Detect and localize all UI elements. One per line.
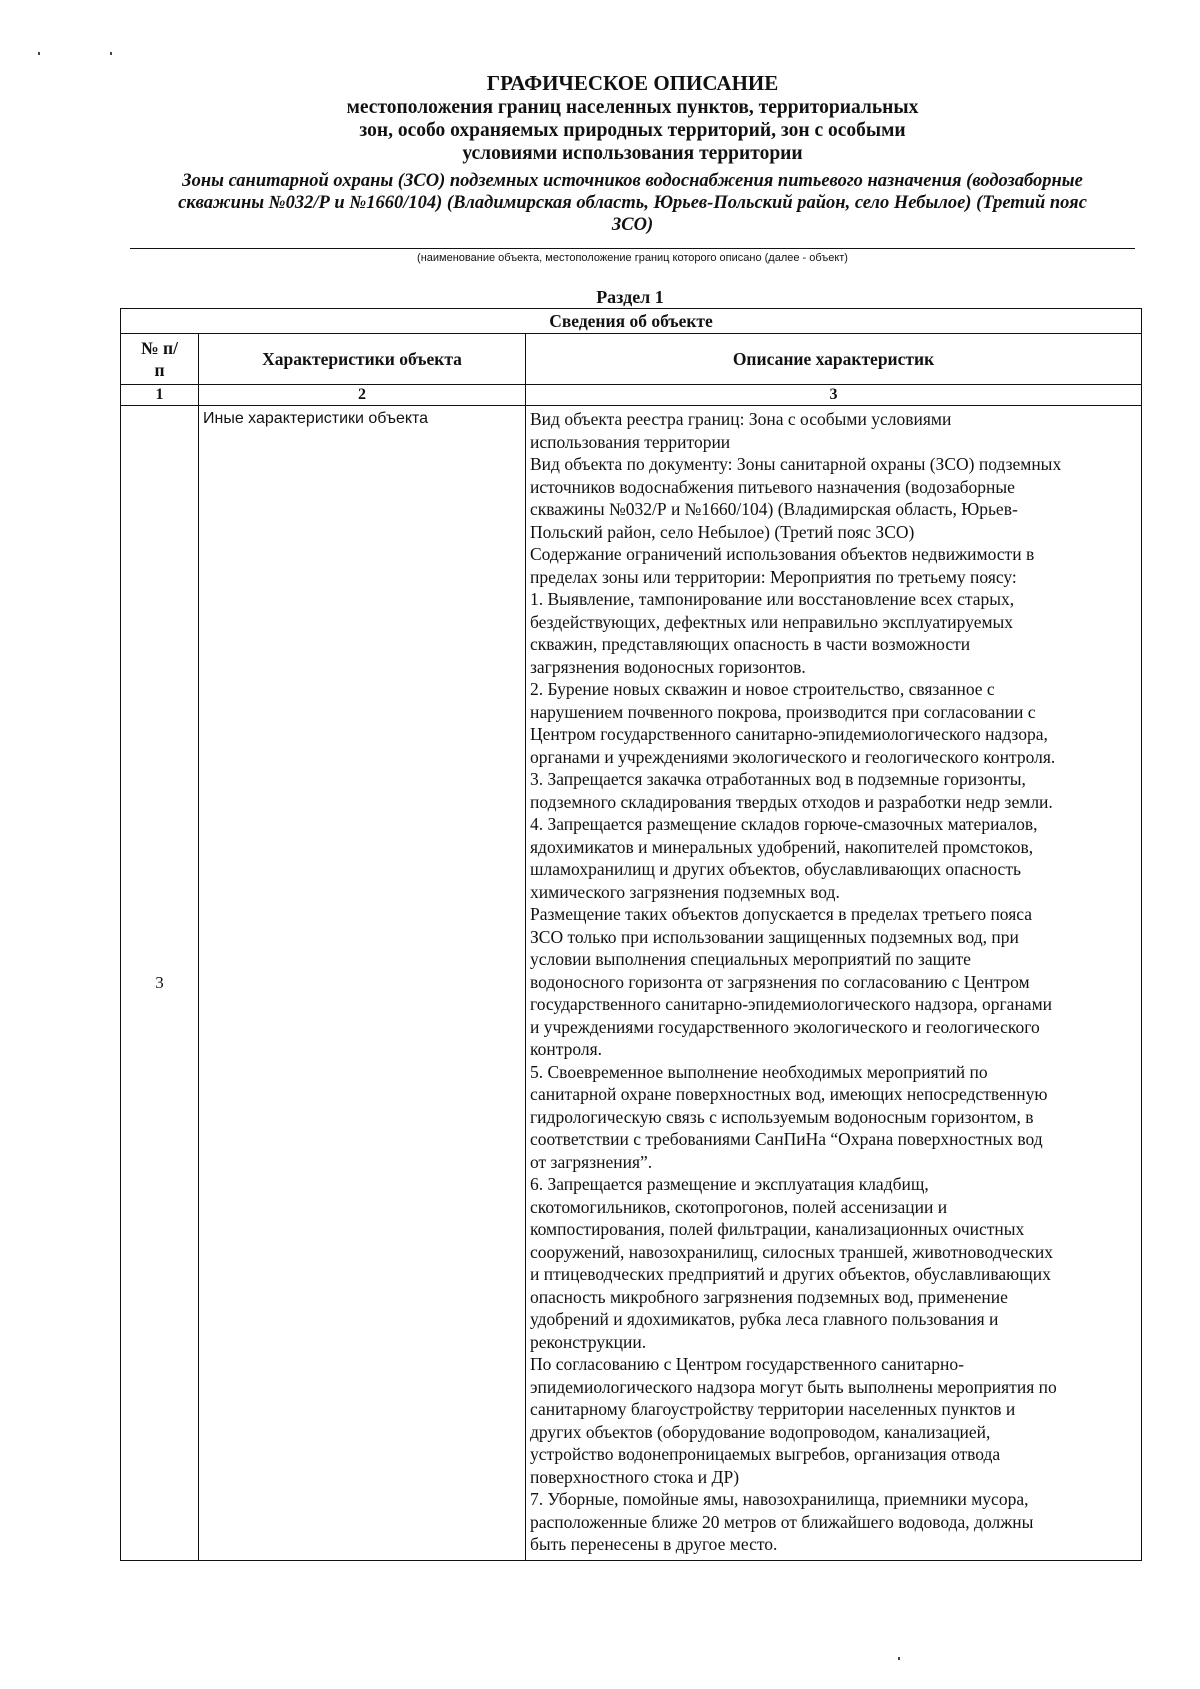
description-line: подземного складирования твердых отходов и разработки недр земли.: [530, 791, 1053, 812]
object-info-table: [120, 308, 1142, 1561]
column-header-number-label: № п/п: [141, 338, 178, 380]
description-line: пределах зоны или территории: Мероприятия по третьему поясу:: [530, 566, 1017, 587]
column-header-description: Описание характеристик: [526, 334, 1142, 385]
document-subtitle-line-2: зон, особо охраняемых природных территорий, зон с особыми: [359, 120, 906, 141]
description-line: опасность микробного загрязнения подземных вод, применение: [530, 1286, 1008, 1307]
description-line: скважин, представляющих опасность в части возможности: [530, 634, 971, 654]
description-line: химического загрязнения подземных вод.: [530, 881, 840, 902]
column-number-1: 1: [121, 385, 199, 406]
description-line: других объектов (оборудование водопроводом, канализацией,: [530, 1421, 991, 1442]
description-line: скважины №032/Р и №1660/104) (Владимирская область, Юрьев-: [530, 499, 1018, 519]
section-label: Раздел 1: [596, 287, 664, 307]
object-name-caption: (наименование объекта, местоположение границ которого описано (далее - объект): [417, 252, 848, 264]
column-number-3: 3: [526, 385, 1142, 406]
description-line: ядохимикатов и минеральных удобрений, накопителей промстоков,: [530, 836, 1034, 857]
description-line: реконструкции.: [530, 1331, 647, 1352]
description-line: контроля.: [530, 1039, 603, 1059]
table-row: [121, 406, 1142, 1561]
scan-speck: [38, 52, 40, 55]
description-line: Вид объекта реестра границ: Зона с особыми условиями: [530, 409, 952, 429]
column-numbers-row: [121, 385, 1142, 406]
description-line: ЗСО только при использовании защищенных подземных вод, при: [530, 926, 1019, 947]
column-header-characteristics: Характеристики объекта: [199, 334, 526, 385]
description-line: 5. Своевременное выполнение необходимых мероприятий по: [530, 1061, 988, 1082]
column-header-number: [121, 334, 199, 385]
description-line: Размещение таких объектов допускается в пределах третьего пояса: [530, 904, 1033, 924]
description-line: водоносного горизонта от загрязнения по согласованию с Центром: [530, 971, 1030, 992]
description-line: 1. Выявление, тампонирование или восстановление всех старых,: [530, 589, 1015, 609]
object-name-line-3: ЗСО): [611, 215, 654, 235]
document-subtitle-line-3: условиями использования территории: [462, 143, 803, 164]
description-line: 7. Уборные, помойные ямы, навозохранилища, приемники мусора,: [530, 1489, 1029, 1509]
description-line: компостирования, полей фильтрации, канализационных очистных: [530, 1219, 1025, 1239]
description-line: загрязнения водоносных горизонтов.: [530, 656, 806, 677]
description-line: использования территории: [530, 431, 731, 452]
description-line: санитарной охране поверхностных вод, имеющих непосредственную: [530, 1084, 1048, 1104]
description-line: 2. Бурение новых скважин и новое строительство, связанное с: [530, 679, 995, 699]
description-line: 4. Запрещается размещение складов горюче-смазочных материалов,: [530, 814, 1038, 834]
description-line: от загрязнения”.: [530, 1151, 653, 1172]
row-characteristic: Иные характеристики объекта: [199, 406, 526, 1561]
description-line: Вид объекта по документу: Зоны санитарной охраны (ЗСО) подземных: [530, 454, 1062, 474]
description-line: государственного санитарно-эпидемиологического надзора, органами: [530, 994, 1053, 1014]
table-caption-row: [121, 309, 1142, 334]
description-line: По согласованию с Центром государственного санитарно-: [530, 1354, 964, 1374]
table-caption: Сведения об объекте: [121, 309, 1142, 334]
description-line: гидрологическую связь с используемым водоносным горизонтом, в: [530, 1106, 1034, 1127]
description-line: сооружений, навозохранилищ, силосных траншей, животноводческих: [530, 1241, 1053, 1262]
description-line: расположенные ближе 20 метров от ближайшего водовода, должны: [530, 1511, 1034, 1532]
description-line: скотомогильников, скотопрогонов, полей ассенизации и: [530, 1196, 948, 1217]
table-header-row: [121, 334, 1142, 385]
description-line: Польский район, село Небылое) (Третий пояс ЗСО): [530, 521, 915, 542]
description-line: соответствии с требованиями СанПиНа “Охрана поверхностных вод: [530, 1129, 1043, 1149]
description-line: органами и учреждениями экологического и геологического контроля.: [530, 746, 1056, 767]
description-line: шламохранилищ и других объектов, обуславливающих опасность: [530, 859, 1021, 879]
scan-speck: [898, 1657, 900, 1660]
description-line: санитарному благоустройству территории населенных пунктов и: [530, 1399, 1016, 1419]
description-line: нарушением почвенного покрова, производится при согласовании с: [530, 701, 1036, 722]
description-line: 3. Запрещается закачка отработанных вод в подземные горизонты,: [530, 769, 1026, 789]
description-line: Содержание ограничений использования объектов недвижимости в: [530, 544, 1035, 564]
description-line: быть перенесены в другое место.: [530, 1534, 778, 1554]
document-title: ГРАФИЧЕСКОЕ ОПИСАНИЕ: [486, 71, 779, 95]
object-name-underline: [130, 248, 1135, 249]
description-line: и птицеводческих предприятий и других объектов, обуславливающих: [530, 1264, 1051, 1284]
row-description: [526, 406, 1142, 1561]
description-line: и учреждениями государственного экологического и геологического: [530, 1016, 1040, 1037]
description-line: эпидемиологического надзора могут быть выполнены мероприятия по: [530, 1376, 1057, 1397]
description-line: удобрений и ядохимикатов, рубка леса главного пользования и: [530, 1309, 999, 1329]
column-number-2: 2: [199, 385, 526, 406]
scan-speck: [110, 52, 112, 55]
object-name-line-2: скважины №032/Р и №1660/104) (Владимирская область, Юрьев-Польский район, село Небылое) (Третий пояс: [178, 193, 1087, 213]
description-line: поверхностного стока и ДР): [530, 1466, 740, 1487]
document-header: [130, 70, 1135, 236]
description-line: условии выполнения специальных мероприятий по защите: [530, 949, 971, 969]
object-name-line-1: Зоны санитарной охраны (ЗСО) подземных источников водоснабжения питьевого назначения (водозаборные: [182, 171, 1083, 191]
description-line: 6. Запрещается размещение и эксплуатация кладбищ,: [530, 1174, 929, 1194]
description-line: источников водоснабжения питьевого назначения (водозаборные: [530, 476, 1015, 497]
description-line: Центром государственного санитарно-эпидемиологического надзора,: [530, 724, 1048, 744]
document-subtitle-line-1: местоположения границ населенных пунктов, территориальных: [346, 97, 919, 118]
row-number: 3: [121, 406, 199, 1561]
description-line: устройство водонепроницаемых выгребов, организация отвода: [530, 1444, 1001, 1464]
description-line: бездействующих, дефектных или неправильно эксплуатируемых: [530, 611, 1014, 632]
